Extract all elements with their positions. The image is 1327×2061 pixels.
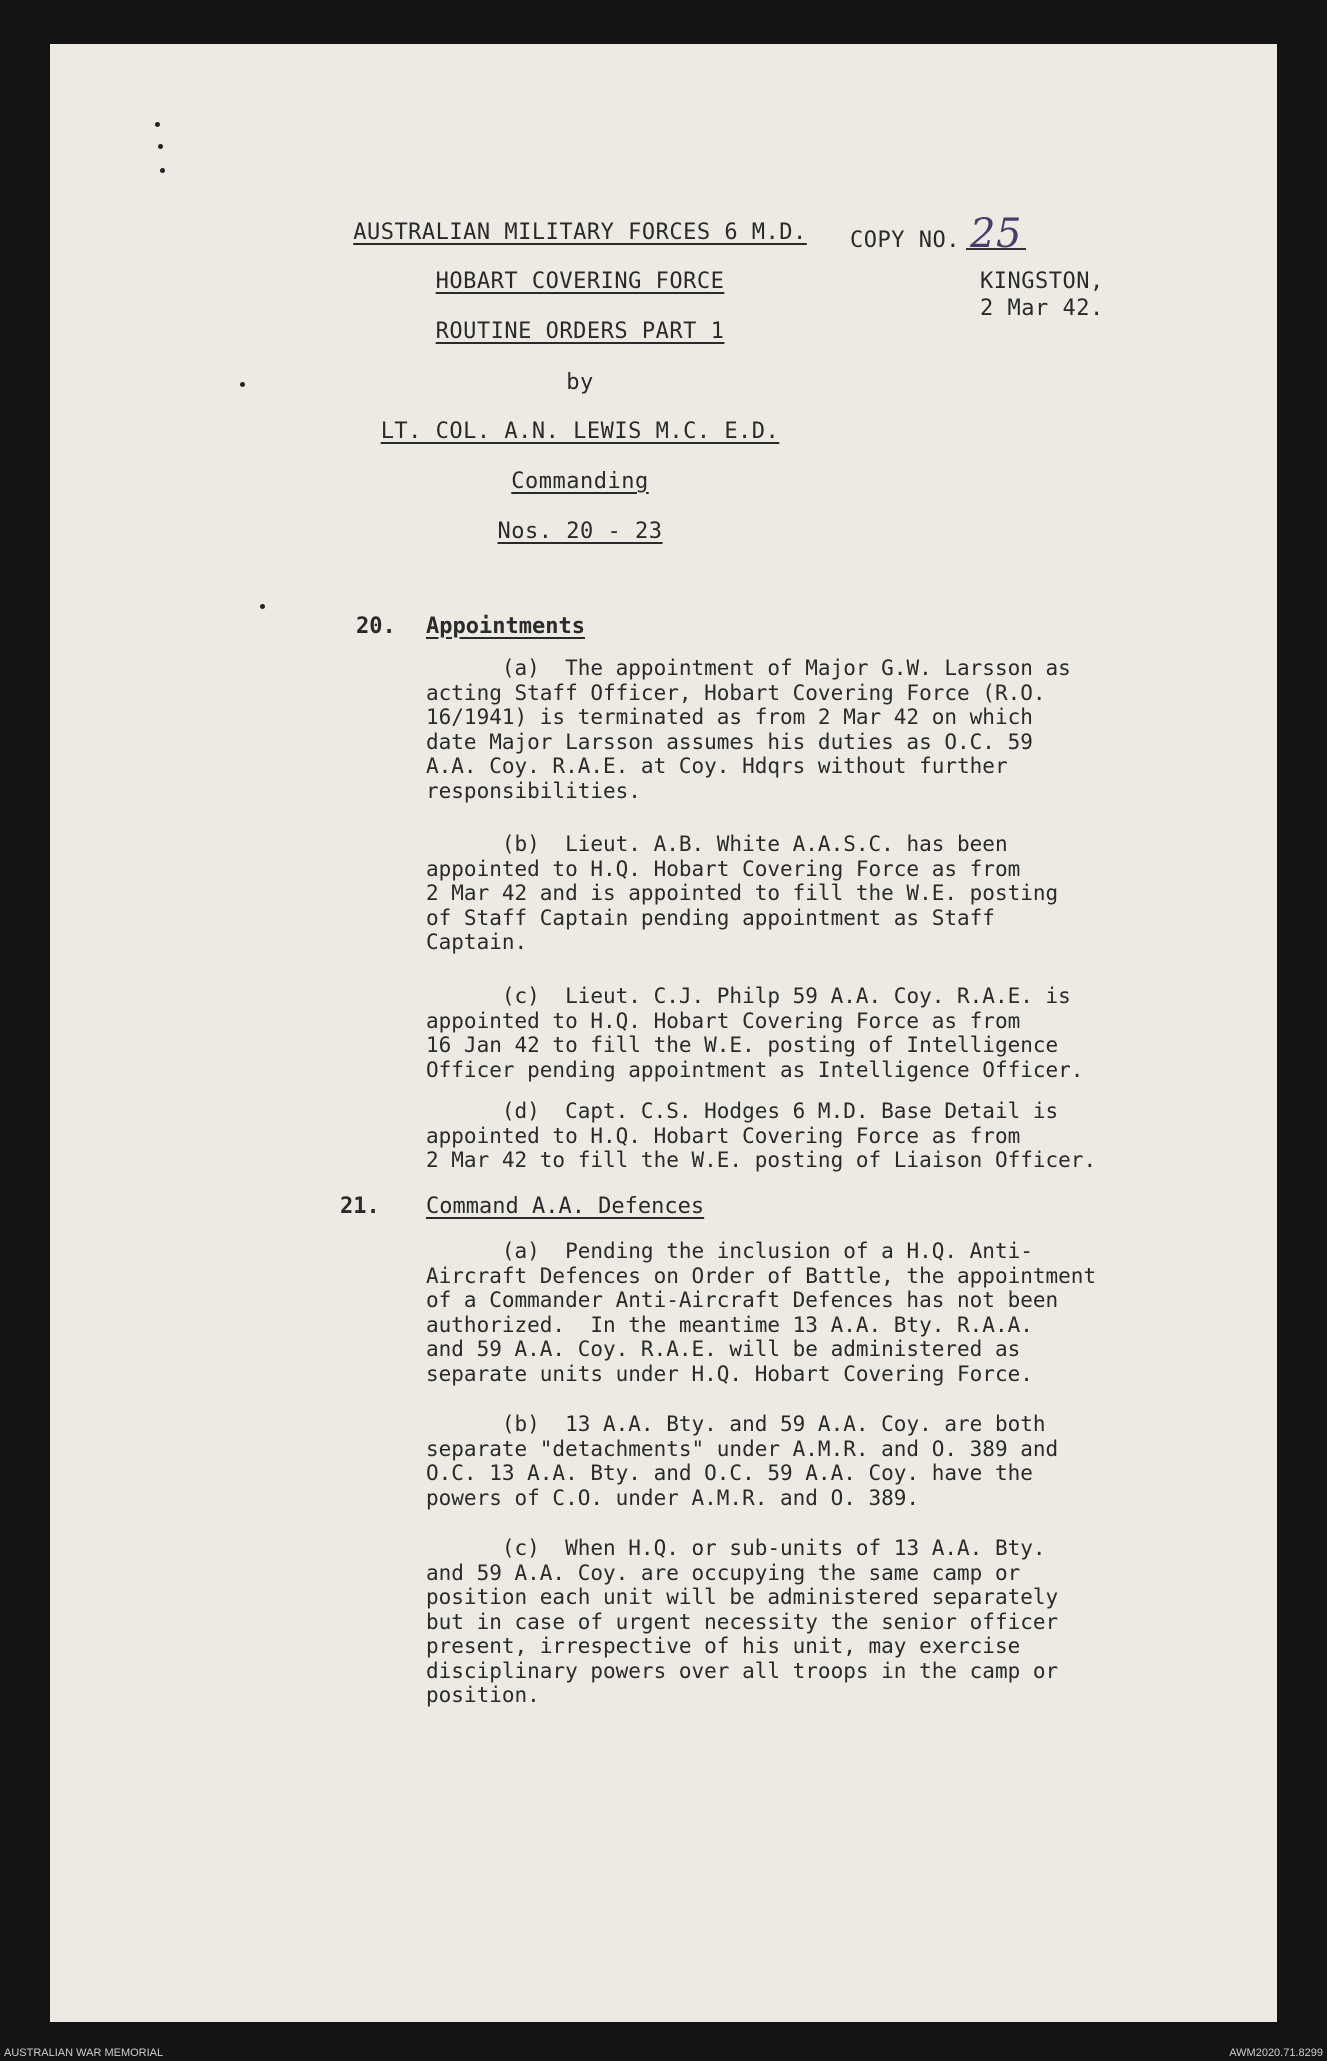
commanding-line: Commanding: [511, 469, 649, 494]
speck: [160, 168, 165, 173]
speck: [240, 382, 245, 387]
section-title: Appointments: [426, 614, 585, 639]
by-line: by: [566, 370, 594, 395]
section-number: 21.: [340, 1194, 380, 1219]
officer-name: LT. COL. A.N. LEWIS M.C. E.D.: [380, 419, 780, 444]
copy-label: COPY NO.: [850, 228, 960, 253]
order-numbers: Nos. 20 - 23: [497, 519, 663, 544]
section-number: 20.: [356, 614, 396, 639]
place: KINGSTON,: [980, 269, 1104, 294]
speck: [155, 122, 160, 127]
paragraph: (a) The appointment of Major G.W. Larsson as acting Staff Officer, Hobart Covering Force (R.O. 16/1941) is terminated as from 2 Mar 42 on which date Major Larsson assumes his duties as O.C. 59 A.A. Coy. R.A.E. at Coy. Hdqrs without further responsibilities.: [426, 656, 1071, 803]
paragraph: (c) When H.Q. or sub-units of 13 A.A. Bty. and 59 A.A. Coy. are occupying the same camp or position each unit will be administered separately but in case of urgent necessity the senior officer present, irrespective of his unit, may exercise disciplinary powers over all troops in the camp or position.: [426, 1536, 1059, 1707]
orders-title: ROUTINE ORDERS PART 1: [435, 319, 725, 344]
footer-reference: AWM2020.71.8299: [1229, 2047, 1323, 2059]
document-page: [50, 44, 1277, 2022]
copy-number: 25: [966, 220, 1026, 250]
document-title: AUSTRALIAN MILITARY FORCES 6 M.D.: [353, 220, 807, 245]
section-title: Command A.A. Defences: [426, 1194, 705, 1219]
footer-archive-name: AUSTRALIAN WAR MEMORIAL: [4, 2047, 164, 2059]
speck: [260, 604, 265, 609]
speck: [158, 144, 163, 149]
paragraph: (b) 13 A.A. Bty. and 59 A.A. Coy. are both separate "detachments" under A.M.R. and O. 389 and O.C. 13 A.A. Bty. and O.C. 59 A.A. Coy. have the powers of C.O. under A.M.R. and O. 389.: [426, 1412, 1059, 1510]
force-name: HOBART COVERING FORCE: [435, 269, 725, 294]
paragraph: (c) Lieut. C.J. Philp 59 A.A. Coy. R.A.E. is appointed to H.Q. Hobart Covering Force as from 16 Jan 42 to fill the W.E. posting of Intelligence Officer pending appointment as Intelligence Officer.: [426, 984, 1084, 1082]
date: 2 Mar 42.: [980, 296, 1104, 321]
paragraph: (a) Pending the inclusion of a H.Q. Anti- Aircraft Defences on Order of Battle, the appointment of a Commander Anti-Aircraft Defences has not been authorized. In the meantime 13 A.A. Bty. R.A.A. and 59 A.A. Coy. R.A.E. will be administered as separate units under H.Q. Hobart Covering Force.: [426, 1239, 1097, 1386]
copy-number-line: [850, 211, 1026, 257]
paragraph: (d) Capt. C.S. Hodges 6 M.D. Base Detail is appointed to H.Q. Hobart Covering Force as from 2 Mar 42 to fill the W.E. posting of Liaison Officer.: [426, 1099, 1097, 1172]
paragraph: (b) Lieut. A.B. White A.A.S.C. has been appointed to H.Q. Hobart Covering Force as from 2 Mar 42 and is appointed to fill the W.E. posting of Staff Captain pending appointment as Staff Captain.: [426, 832, 1059, 954]
